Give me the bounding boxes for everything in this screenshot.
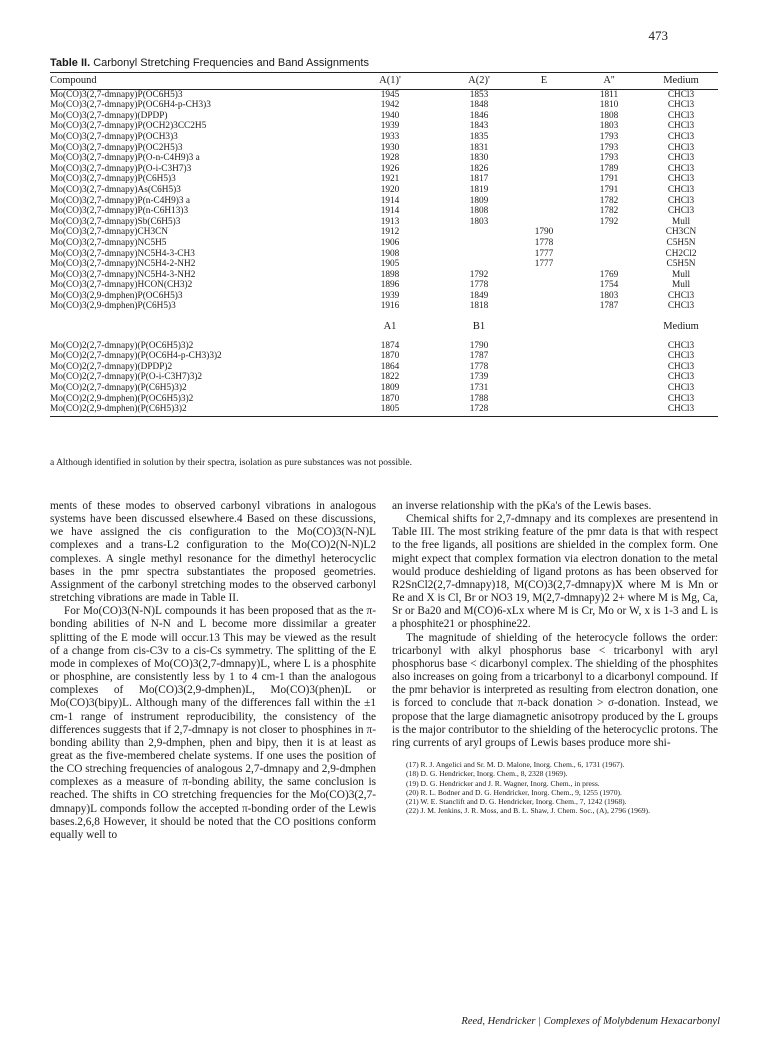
- table-header-row: [50, 73, 718, 90]
- b1-cell: 1790: [469, 340, 489, 351]
- e-cell: [514, 100, 574, 111]
- e-cell: [514, 185, 574, 196]
- a1-cell: 1908: [380, 248, 400, 259]
- empty-cell: [574, 362, 644, 373]
- compound-cell: Mo(CO)3(2,7-dmnapy)P(OC6H4-p-CH3)3: [50, 100, 211, 111]
- compound-cell: Mo(CO)3(2,7-dmnapy)P(OC2H5)3: [50, 142, 183, 153]
- a1-cell: 1864: [380, 361, 400, 372]
- e-cell: [514, 206, 574, 217]
- header-compound: Compound: [50, 75, 97, 86]
- a2-cell: 1803: [469, 216, 489, 227]
- a1-cell: 1933: [380, 131, 400, 142]
- e-cell: [514, 153, 574, 164]
- header-e: E: [540, 75, 548, 86]
- a-double-prime-cell: 1810: [599, 100, 619, 111]
- reference: (19) D. G. Hendricker and J. R. Wagner, Inorg. Chem., in press.: [406, 778, 600, 788]
- e-cell: [514, 217, 574, 228]
- table-row: [50, 238, 718, 249]
- medium-cell: CHCl3: [667, 351, 695, 362]
- a2-cell: 1835: [469, 131, 489, 142]
- table-row: [50, 404, 718, 416]
- empty-cell: [514, 351, 574, 362]
- a2-cell: 1846: [469, 110, 489, 121]
- e-cell: [514, 270, 574, 281]
- medium-cell: CHCl3: [667, 131, 695, 142]
- paragraph: Chemical shifts for 2,7-dmnapy and its complexes are presentend in Table III. The most striking feature of the pmr data is that with respect to the free ligands, all positions are shielded in the complex form. One might expect that complex formation via electron donation to the metal would produce deshielding of ligand protons as has been observed for R2SnCl2(2,7-dmnapy)18, M(CO)3(2,7-dmnapy)X where M is Mn or Re and X is Cl, Br or NO3 19, M(2,7-dmnapy)2 2+ where M is Mg, Ca, Sr or Ba20 and M(CO)6-xLx where M is Cr, Mo or W, x is 1-3 and L is a phosphite21 or phosphine22.: [392, 513, 718, 631]
- table-caption: [50, 57, 369, 69]
- a1-cell: 1940: [380, 110, 400, 121]
- running-footer: Reed, Hendricker | Complexes of Molybdenum Hexacarbonyl: [461, 1016, 720, 1027]
- a2-cell: 1819: [469, 184, 489, 195]
- subheader-a1: A1: [383, 321, 397, 333]
- b1-cell: 1731: [469, 383, 489, 394]
- header-a2: A(2)': [468, 75, 490, 86]
- e-cell: [514, 143, 574, 154]
- a1-cell: 1809: [380, 383, 400, 394]
- e-cell: [514, 280, 574, 291]
- medium-cell: CHCl3: [667, 184, 695, 195]
- table-row: [50, 174, 718, 185]
- a1-cell: 1928: [380, 153, 400, 164]
- a1-cell: 1906: [380, 237, 400, 248]
- empty-cell: [514, 394, 574, 405]
- compound-cell: Mo(CO)3(2,7-dmnapy)Sb(C6H5)3: [50, 216, 181, 227]
- table-row: [50, 111, 718, 122]
- compound-cell: Mo(CO)3(2,7-dmnapy)P(O-n-C4H9)3 a: [50, 153, 200, 164]
- a1-cell: 1874: [380, 340, 400, 351]
- compound-cell: Mo(CO)2(2,7-dmnapy)(P(O-i-C3H7)3)2: [50, 372, 203, 383]
- medium-cell: CHCl3: [667, 301, 695, 312]
- e-cell: [514, 291, 574, 302]
- e-cell: [514, 132, 574, 143]
- table-row: [50, 89, 718, 100]
- a1-cell: 1822: [380, 372, 400, 383]
- table-row: [50, 383, 718, 394]
- empty-cell: [574, 351, 644, 362]
- compound-cell: Mo(CO)2(2,7-dmnapy)(DPDP)2: [50, 361, 173, 372]
- a-double-prime-cell: [574, 227, 644, 238]
- a2-cell: [444, 238, 514, 249]
- compound-cell: Mo(CO)3(2,7-dmnapy)P(OCH3)3: [50, 131, 178, 142]
- reference: (22) J. M. Jenkins, J. R. Moss, and B. L. Shaw, J. Chem. Soc., (A), 2796 (1969).: [406, 806, 650, 816]
- a1-cell: 1913: [380, 216, 400, 227]
- compound-cell: Mo(CO)2(2,7-dmnapy)(P(OC6H5)3)2: [50, 340, 194, 351]
- right-column: [392, 500, 718, 816]
- compound-cell: Mo(CO)3(2,7-dmnapy)NC5H4-2-NH2: [50, 259, 196, 270]
- medium-cell: C5H5N: [666, 259, 696, 270]
- a-double-prime-cell: 1754: [599, 280, 619, 291]
- paragraph: For Mo(CO)3(N-N)L compounds it has been proposed that as the π-bonding abilities of N-N and L become more dissimilar a greater splitting of the E mode will occur.13 This may be viewed as the result of a change from cis-C3v to a cis-Cs symmetry. The splitting of the E mode in complexes of Mo(CO)3(2,7-dmnapy)L, where L is a phosphite or phosphine, are consistently less by 1 to 4 cm-1 than the analogous complexes of Mo(CO)3(2,9-dmphen)L, Mo(CO)3(phen)L or Mo(CO)3(bipy)L. Although many of the differences fall within the ±1 cm-1 range of instrument reproducibility, the consistency of the differences suggests that if 2,7-dmnapy is not closer to phosphines in π-bonding ability than 2,9-dmphen, phen and bipy, then it is at least as great as the five-membered chelate systems. If one uses the position of the CO streching frequencies of analogous 2,7-dmnapy and 2,9-dmphen complexes as a measure of π-bonding ability, the same conclusion is reached. The shifts in CO stretching frequencies for the Mo(CO)3(2,7-dmnapy)L componds follow the accepted π-bonding order of the Lewis bases.2,6,8 However, it should be noted that the CO positions conform equally well to: [50, 605, 376, 841]
- a-double-prime-cell: 1791: [599, 174, 619, 185]
- medium-cell: Mull: [671, 216, 691, 227]
- table-row: [50, 291, 718, 302]
- table-row: [50, 100, 718, 111]
- a2-cell: 1853: [469, 89, 489, 100]
- empty-cell: [574, 341, 644, 352]
- medium-cell: CHCl3: [667, 195, 695, 206]
- medium-cell: Mull: [671, 280, 691, 291]
- subheader-b1: B1: [472, 321, 486, 333]
- reference: (18) D. G. Hendricker, Inorg. Chem., 8, 2328 (1969).: [406, 769, 568, 779]
- a2-cell: 1778: [469, 280, 489, 291]
- medium-cell: CHCl3: [667, 361, 695, 372]
- table-row: [50, 270, 718, 281]
- empty-cell: [514, 362, 574, 373]
- table-subheader: [50, 312, 718, 341]
- medium-cell: CHCl3: [667, 89, 695, 100]
- table-container: [50, 72, 718, 417]
- a1-cell: 1920: [380, 184, 400, 195]
- a2-cell: 1808: [469, 206, 489, 217]
- compound-cell: Mo(CO)2(2,7-dmnapy)(P(OC6H4-p-CH3)3)2: [50, 351, 222, 362]
- empty-cell: [574, 372, 644, 383]
- compound-cell: Mo(CO)3(2,7-dmnapy)NC5H4-3-CH3: [50, 248, 195, 259]
- b1-cell: 1788: [469, 393, 489, 404]
- e-cell: [514, 164, 574, 175]
- table-title: Carbonyl Stretching Frequencies and Band Assignments: [93, 57, 369, 69]
- a2-cell: 1826: [469, 163, 489, 174]
- carbonyl-frequency-table: [50, 72, 718, 417]
- medium-cell: CHCl3: [667, 372, 695, 383]
- e-cell: [514, 89, 574, 100]
- empty-cell: [514, 404, 574, 416]
- medium-cell: Mull: [671, 269, 691, 280]
- medium-cell: CH3CN: [665, 227, 697, 238]
- a-double-prime-cell: 1791: [599, 184, 619, 195]
- e-cell: 1777: [534, 259, 554, 270]
- compound-cell: Mo(CO)2(2,9-dmphen)(P(C6H5)3)2: [50, 404, 336, 416]
- paragraph: ments of these modes to observed carbonyl vibrations in analogous systems have been discussed elsewhere.4 Based on these discussions, we have assigned the cis configuration to the Mo(CO)3(N-N)L complexes and a trans-L2 configuration to the Mo(CO)2(N-N)L2 complexes. A single methyl resonance for the dimethyl heterocyclic bases in the pmr spectra substantiates the proposed geometries. Assignment of the carbonyl stretching modes to the observed carbonyl stretching vibrations are made in Table II.: [50, 500, 376, 605]
- subheader-medium: Medium: [663, 321, 699, 333]
- table-row: [50, 143, 718, 154]
- a1-cell: 1939: [380, 290, 400, 301]
- paragraph: The magnitude of shielding of the heterocycle follows the order: tricarbonyl with alkyl phosphorus base < tricarbonyl with aryl phosphorus base < dicarbonyl complex. The shielding of the phosphites also increases on going from a tricarbonyl to a dicarbonyl compound. If the pmr behavior is interpreted as resulting from electron donation, one is forced to conclude that π-back donation > σ-donation. Instead, we propose that the large diamagnetic anisotropy produced by the L groups is the major contributor to the shielding of the heterocyclic protons. The ring currents of aryl groups of Lewis bases produce more shi-: [392, 631, 718, 749]
- reference: (20) R. L. Bodner and D. G. Hendricker, Inorg. Chem., 9, 1255 (1970).: [406, 787, 622, 797]
- a-double-prime-cell: 1793: [599, 153, 619, 164]
- compound-cell: Mo(CO)3(2,7-dmnapy)(DPDP): [50, 110, 168, 121]
- a-double-prime-cell: 1792: [599, 216, 619, 227]
- compound-cell: Mo(CO)3(2,7-dmnapy)CH3CN: [50, 227, 169, 238]
- a-double-prime-cell: 1793: [599, 142, 619, 153]
- a2-cell: [444, 249, 514, 260]
- a-double-prime-cell: [574, 238, 644, 249]
- e-cell: [514, 301, 574, 312]
- a-double-prime-cell: 1803: [599, 121, 619, 132]
- medium-cell: CHCl3: [667, 174, 695, 185]
- page-number: 473: [648, 28, 668, 43]
- table-row: [50, 206, 718, 217]
- empty-cell: [514, 383, 574, 394]
- a1-cell: 1912: [380, 227, 400, 238]
- table-row: [50, 196, 718, 207]
- subheader-empty: [514, 312, 574, 341]
- a-double-prime-cell: [574, 249, 644, 260]
- a-double-prime-cell: 1789: [599, 163, 619, 174]
- a2-cell: [444, 227, 514, 238]
- subheader-empty: [574, 312, 644, 341]
- b1-cell: 1787: [469, 351, 489, 362]
- a-double-prime-cell: 1811: [599, 89, 619, 100]
- empty-cell: [574, 383, 644, 394]
- e-cell: 1777: [534, 248, 554, 259]
- medium-cell: CHCl3: [667, 100, 695, 111]
- table-row: [50, 301, 718, 312]
- medium-cell: CHCl3: [667, 383, 695, 394]
- medium-cell: CHCl3: [667, 290, 695, 301]
- subheader-empty: [50, 312, 336, 341]
- a-double-prime-cell: 1793: [599, 131, 619, 142]
- table-row: [50, 394, 718, 405]
- a1-cell: 1930: [380, 142, 400, 153]
- b1-cell: 1739: [469, 372, 489, 383]
- compound-cell: Mo(CO)3(2,7-dmnapy)As(C6H5)3: [50, 184, 181, 195]
- table-row: [50, 227, 718, 238]
- compound-cell: Mo(CO)3(2,7-dmnapy)NC5H5: [50, 237, 167, 248]
- table-row: [50, 185, 718, 196]
- compound-cell: Mo(CO)3(2,9-dmphen)P(OC6H5)3: [50, 290, 183, 301]
- a-double-prime-cell: 1782: [599, 195, 619, 206]
- table-row: [50, 351, 718, 362]
- empty-cell: [574, 404, 644, 416]
- compound-cell: Mo(CO)3(2,7-dmnapy)P(C6H5)3: [50, 174, 176, 185]
- medium-cell: CHCl3: [667, 121, 695, 132]
- table-row: [50, 280, 718, 291]
- a2-cell: [444, 259, 514, 270]
- left-column: [50, 500, 376, 842]
- references: [392, 760, 718, 816]
- a2-cell: 1848: [469, 100, 489, 111]
- e-cell: [514, 196, 574, 207]
- medium-cell: CHCl3: [667, 340, 695, 351]
- table-row: [50, 259, 718, 270]
- header-a-double-prime: A'': [603, 75, 615, 86]
- a2-cell: 1849: [469, 290, 489, 301]
- a1-cell: 1896: [380, 280, 400, 291]
- header-medium: Medium: [663, 75, 699, 86]
- compound-cell: Mo(CO)2(2,7-dmnapy)(P(C6H5)3)2: [50, 383, 187, 394]
- compound-cell: Mo(CO)2(2,9-dmphen)(P(OC6H5)3)2: [50, 393, 194, 404]
- table-row: [50, 164, 718, 175]
- table-label: Table II.: [50, 57, 91, 69]
- medium-cell: CHCl3: [667, 110, 695, 121]
- a1-cell: 1921: [380, 174, 400, 185]
- a1-cell: 1942: [380, 100, 400, 111]
- table-row: [50, 249, 718, 260]
- a2-cell: 1818: [469, 301, 489, 312]
- b1-cell: 1728: [444, 404, 514, 416]
- a1-cell: 1914: [380, 195, 400, 206]
- a-double-prime-cell: 1769: [599, 269, 619, 280]
- empty-cell: [514, 372, 574, 383]
- a-double-prime-cell: 1803: [599, 290, 619, 301]
- a2-cell: 1792: [469, 269, 489, 280]
- reference: (17) R. J. Angelici and Sr. M. D. Malone, Inorg. Chem., 6, 1731 (1967).: [406, 759, 625, 769]
- empty-cell: [514, 341, 574, 352]
- a-double-prime-cell: [574, 259, 644, 270]
- medium-cell: CH2Cl2: [665, 248, 697, 259]
- e-cell: 1778: [534, 237, 554, 248]
- table-row: [50, 217, 718, 228]
- medium-cell: CHCl3: [667, 153, 695, 164]
- medium-cell: CHCl3: [667, 142, 695, 153]
- compound-cell: Mo(CO)3(2,7-dmnapy)P(OCH2)3CC2H5: [50, 121, 207, 132]
- compound-cell: Mo(CO)3(2,7-dmnapy)P(OC6H5)3: [50, 89, 183, 100]
- a2-cell: 1817: [469, 174, 489, 185]
- paragraph: an inverse relationship with the pKa's of the Lewis bases.: [392, 500, 652, 512]
- a1-cell: 1939: [380, 121, 400, 132]
- compound-cell: Mo(CO)3(2,7-dmnapy)P(O-i-C3H7)3: [50, 163, 192, 174]
- compound-cell: Mo(CO)3(2,7-dmnapy)P(n-C6H13)3: [50, 206, 189, 217]
- a2-cell: 1809: [469, 195, 489, 206]
- e-cell: [514, 121, 574, 132]
- table-row: [50, 372, 718, 383]
- a1-cell: 1926: [380, 163, 400, 174]
- a2-cell: 1831: [469, 142, 489, 153]
- table-row: [50, 362, 718, 373]
- medium-cell: CHCl3: [667, 393, 695, 404]
- a-double-prime-cell: 1782: [599, 206, 619, 217]
- a2-cell: 1843: [469, 121, 489, 132]
- a1-cell: 1905: [380, 259, 400, 270]
- e-cell: 1790: [534, 227, 554, 238]
- medium-cell: CHCl3: [667, 163, 695, 174]
- a2-cell: 1830: [469, 153, 489, 164]
- table-row: [50, 132, 718, 143]
- subheader-row: [50, 312, 718, 341]
- compound-cell: Mo(CO)3(2,7-dmnapy)HCON(CH3)2: [50, 280, 193, 291]
- table-row: [50, 153, 718, 164]
- a-double-prime-cell: 1787: [599, 301, 619, 312]
- table-row: [50, 121, 718, 132]
- reference: (21) W. E. Stanclift and D. G. Hendricker, Inorg. Chem., 7, 1242 (1968).: [406, 797, 627, 807]
- a1-cell: 1870: [380, 393, 400, 404]
- compound-cell: Mo(CO)3(2,7-dmnapy)NC5H4-3-NH2: [50, 269, 196, 280]
- e-cell: [514, 111, 574, 122]
- e-cell: [514, 174, 574, 185]
- compound-cell: Mo(CO)3(2,9-dmphen)P(C6H5)3: [50, 301, 176, 312]
- medium-cell: CHCl3: [667, 206, 695, 217]
- a1-cell: 1945: [380, 89, 400, 100]
- table-body-tricarbonyl: [50, 89, 718, 312]
- a1-cell: 1916: [380, 301, 400, 312]
- b1-cell: 1778: [469, 361, 489, 372]
- medium-cell: CHCl3: [644, 404, 718, 416]
- medium-cell: C5H5N: [666, 237, 696, 248]
- a-double-prime-cell: 1808: [599, 110, 619, 121]
- a1-cell: 1914: [380, 206, 400, 217]
- table-row: [50, 341, 718, 352]
- a1-cell: 1870: [380, 351, 400, 362]
- empty-cell: [574, 394, 644, 405]
- compound-cell: Mo(CO)3(2,7-dmnapy)P(n-C4H9)3 a: [50, 195, 190, 206]
- a1-cell: 1898: [380, 269, 400, 280]
- table-footnote: a Although identified in solution by their spectra, isolation as pure substances was not possible.: [50, 458, 412, 468]
- header-a1: A(1)': [379, 75, 401, 86]
- a1-cell: 1805: [336, 404, 444, 416]
- table-body-dicarbonyl: [50, 341, 718, 417]
